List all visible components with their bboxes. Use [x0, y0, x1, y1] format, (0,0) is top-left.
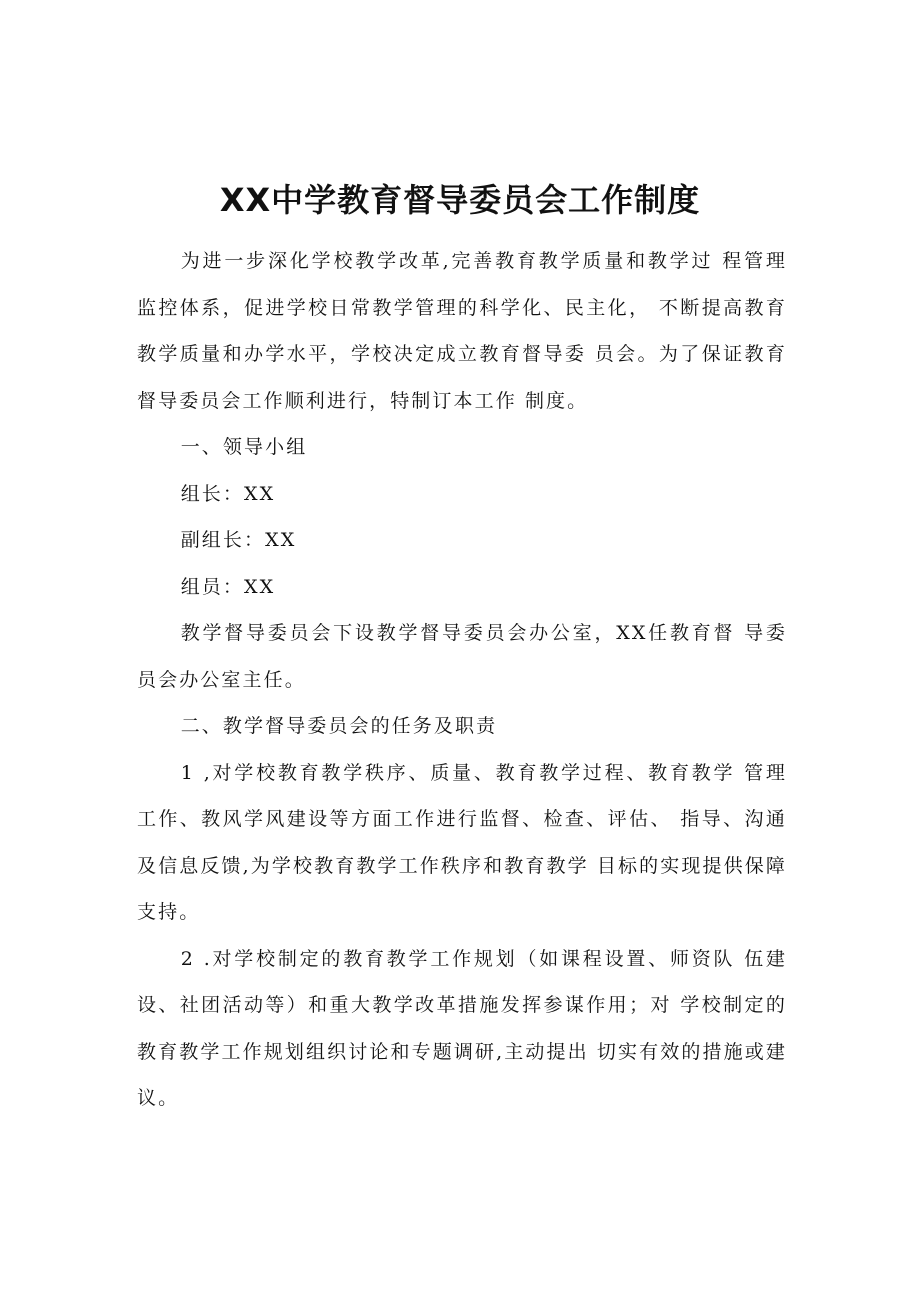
document-title: XX中学教育督导委员会工作制度: [219, 181, 701, 219]
intro-paragraph: 为进一步深化学校教学改革,完善教育教学质量和教学过 程管理监控体系，促进学校日常教学管理的科学化、民主化， 不断提高教育教学质量和办学水平，学校决定成立教育督导委 员会。为了保证教育督导委员会工作顺利进行，特制订本工作 制度。: [137, 250, 787, 412]
deputy-leader-line: 副组长：XX: [180, 529, 297, 551]
leader-line: 组长：XX: [180, 482, 276, 505]
duty-item-1: 1 ,对学校教育教学秩序、质量、教育教学过程、教育教学 管理工作、教风学风建设等方面工作进行监督、检查、评估、 指导、沟通及信息反馈,为学校教育教学工作秩序和教育教学 目标的实现提供保障支持。: [137, 761, 787, 923]
section-heading-leadership: 一、领导小组: [180, 436, 308, 458]
members-line: 组员：XX: [180, 575, 276, 598]
duty-item-2: 2 .对学校制定的教育教学工作规划（如课程设置、师资队 伍建设、社团活动等）和重大教学改革措施发挥参谋作用；对 学校制定的教育教学工作规划组织讨论和专题调研,主动提出 切实有效的措施或建议。: [137, 947, 787, 1109]
document-body: [137, 238, 787, 1122]
section-heading-duties: 二、教学督导委员会的任务及职责: [180, 715, 498, 737]
office-paragraph: 教学督导委员会下设教学督导委员会办公室，XX任教育督 导委员会办公室主任。: [137, 622, 787, 691]
